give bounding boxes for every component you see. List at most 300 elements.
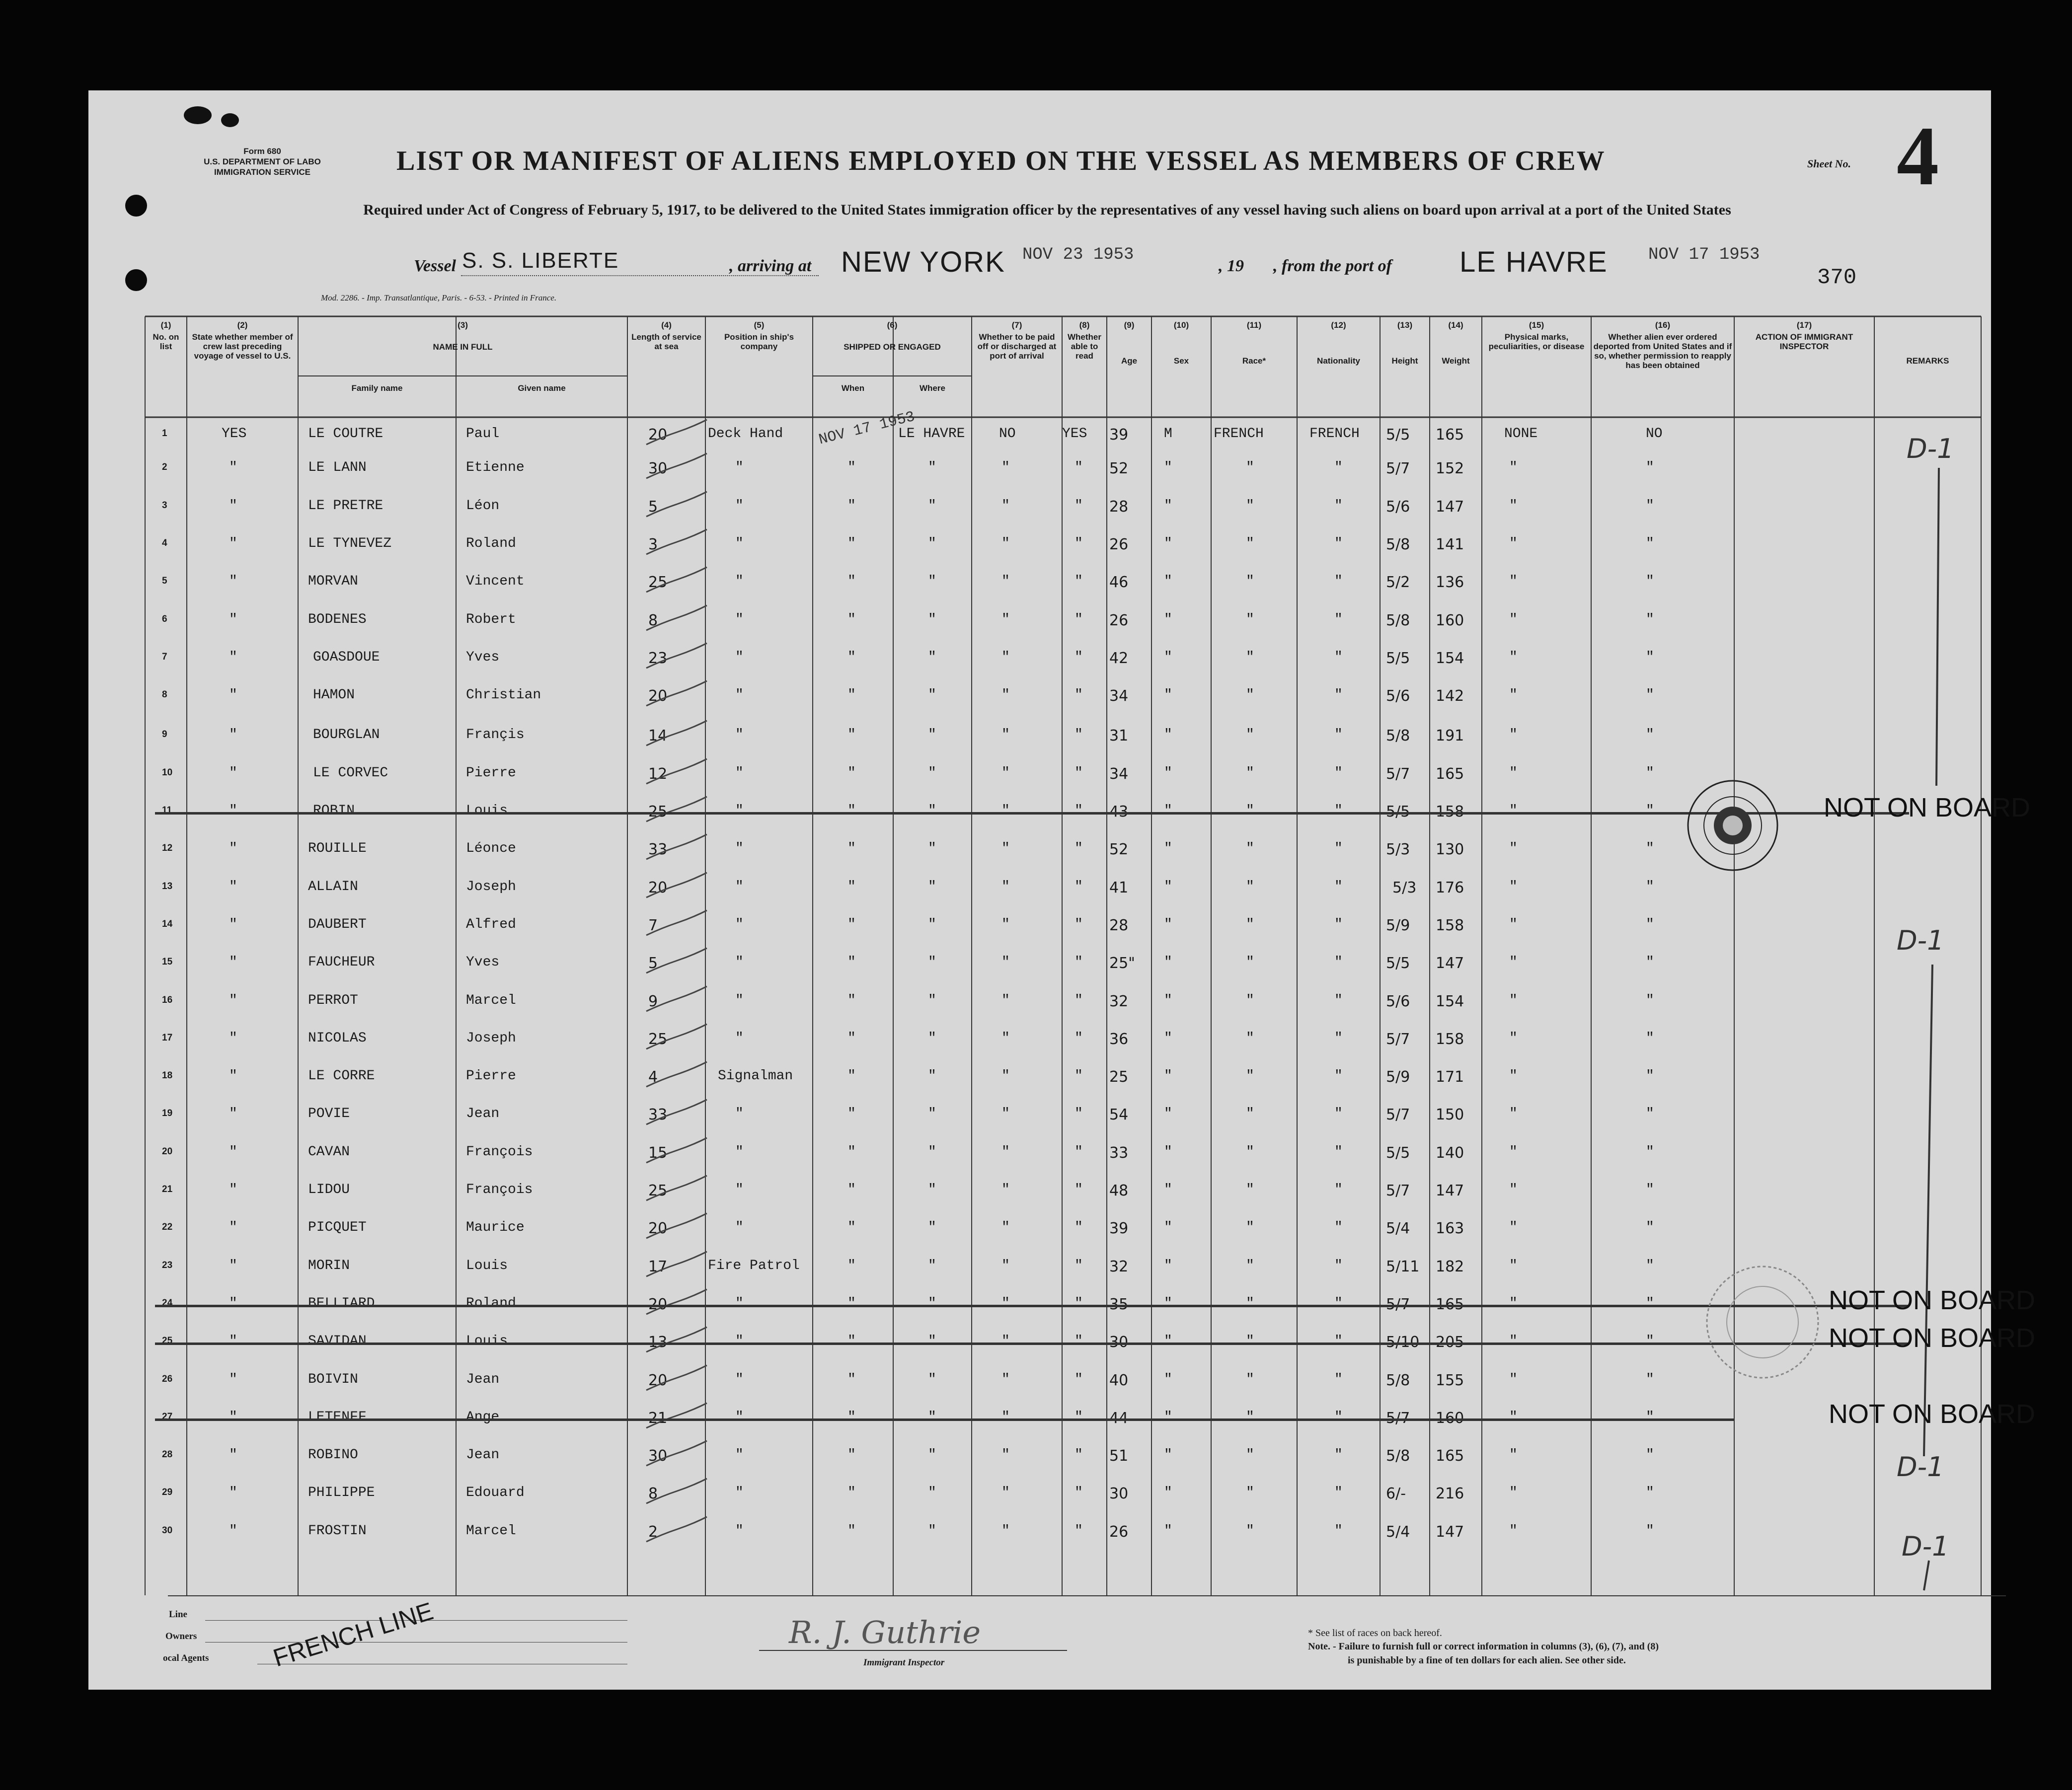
member-value: " (229, 498, 237, 514)
signature-line (759, 1650, 1067, 1651)
nationality-value: " (1334, 1523, 1343, 1539)
weight-value: 205 (1436, 1334, 1464, 1351)
race-value: " (1246, 649, 1254, 665)
shipped-where-ditto: " (928, 687, 936, 703)
family-name: MORIN (308, 1258, 350, 1273)
column-number-c8: (8) (1079, 320, 1090, 330)
read-value: " (1074, 1334, 1083, 1349)
member-value: " (229, 649, 237, 665)
column-number-c9: (9) (1124, 320, 1135, 330)
height-value: 5/8 (1386, 1371, 1410, 1389)
position-ditto: " (735, 1182, 744, 1197)
race-value: " (1246, 727, 1254, 743)
weight-value: 147 (1436, 1182, 1464, 1199)
row-number: 21 (162, 1184, 173, 1194)
sex-value: " (1164, 1220, 1172, 1236)
footnote-penalty: Note. - Failure to furnish full or correct information in columns (3), (6), (7), and (8) (1308, 1641, 1659, 1652)
check-mark-icon (642, 1173, 712, 1210)
physical-marks-value: " (1509, 1447, 1518, 1463)
member-value: " (229, 535, 237, 551)
deported-value: " (1646, 460, 1654, 476)
shipped-when-ditto: " (847, 460, 856, 476)
race-value: " (1246, 1409, 1254, 1425)
sex-value: " (1164, 955, 1172, 970)
row-number: 3 (162, 500, 167, 511)
shipped-when-ditto: " (847, 1334, 856, 1349)
column-number-c5: (5) (754, 320, 765, 330)
deported-value: " (1646, 498, 1654, 514)
deported-value: " (1646, 1523, 1654, 1539)
service-length: 25 (648, 803, 668, 820)
paid-off-value: " (1001, 1409, 1010, 1425)
check-mark-icon (642, 984, 712, 1021)
column-header-c11: Race* (1242, 356, 1266, 366)
shipped-when-ditto: " (847, 1106, 856, 1122)
read-value: YES (1062, 426, 1087, 442)
shipped-when-ditto: " (847, 611, 856, 627)
given-name: Pierre (466, 1068, 516, 1084)
check-mark-icon (642, 489, 712, 526)
height-value: 6/- (1386, 1485, 1406, 1503)
height-value: 5/6 (1386, 992, 1410, 1010)
deported-value: " (1646, 1371, 1654, 1387)
service-length: 25 (648, 1182, 668, 1199)
strike-line (155, 1342, 1909, 1345)
age-value: 41 (1109, 879, 1129, 896)
given-name: Yves (466, 649, 500, 665)
nationality-value: " (1334, 727, 1343, 743)
physical-marks-value: " (1509, 1334, 1518, 1349)
paid-off-value: " (1001, 649, 1010, 665)
weight-value: 154 (1436, 649, 1464, 667)
paid-off-value: " (1001, 1220, 1010, 1236)
paid-off-value: NO (999, 426, 1016, 442)
remark-d1-mark: D-1 (1897, 1451, 1944, 1483)
weight-value: 182 (1436, 1258, 1464, 1275)
member-value: " (229, 1371, 237, 1387)
weight-value: 155 (1436, 1371, 1464, 1389)
shipped-where-ditto: " (928, 1409, 936, 1425)
family-name: CAVAN (308, 1144, 350, 1160)
physical-marks-value: " (1509, 1220, 1518, 1236)
service-length: 33 (648, 1106, 668, 1124)
deported-value: " (1646, 1144, 1654, 1160)
service-length: 13 (648, 1334, 668, 1351)
column-header-given: Given name (518, 383, 566, 393)
position-ditto: " (735, 535, 744, 551)
family-name: LIDOU (308, 1182, 350, 1197)
column-number-c4: (4) (661, 320, 672, 330)
race-value: " (1246, 498, 1254, 514)
family-name: FROSTIN (308, 1523, 367, 1539)
family-name: PICQUET (308, 1220, 367, 1236)
age-value: 32 (1109, 992, 1129, 1010)
age-value: 32 (1109, 1258, 1129, 1275)
shipped-when-ditto: " (847, 1485, 856, 1501)
read-value: " (1074, 1485, 1083, 1501)
age-value: 26 (1109, 1523, 1129, 1541)
height-value: 5/6 (1386, 687, 1410, 705)
row-number: 11 (162, 805, 172, 816)
column-header-c4: Length of service at sea (631, 332, 701, 351)
service-length: 25 (648, 574, 668, 592)
given-name: Christian (466, 687, 541, 703)
given-name: Léonce (466, 841, 516, 857)
page-title: LIST OR MANIFEST OF ALIENS EMPLOYED ON THE VESSEL AS MEMBERS OF CREW (396, 146, 1606, 176)
shipped-when-ditto: " (847, 727, 856, 743)
nationality-value: " (1334, 1295, 1343, 1311)
nationality-value: " (1334, 803, 1343, 819)
family-name: POVIE (308, 1106, 350, 1122)
given-name: Yves (466, 955, 500, 970)
family-name: ROBIN (313, 803, 355, 819)
nationality-value: " (1334, 1371, 1343, 1387)
shipped-when-ditto: " (847, 498, 856, 514)
service-length: 20 (648, 1295, 668, 1313)
form-line-2: U.S. DEPARTMENT OF LABO (204, 157, 321, 166)
family-name: HAMON (313, 687, 355, 703)
sex-value: " (1164, 1334, 1172, 1349)
position-ditto: " (735, 841, 744, 857)
deported-value: " (1646, 1258, 1654, 1273)
check-mark-icon (642, 756, 712, 794)
nationality-value: " (1334, 1220, 1343, 1236)
read-value: " (1074, 955, 1083, 970)
member-value: " (229, 1106, 237, 1122)
deported-value: " (1646, 1068, 1654, 1084)
read-value: " (1074, 1030, 1083, 1046)
service-length: 5 (648, 955, 658, 972)
check-mark-icon (642, 1363, 712, 1400)
physical-marks-value: " (1509, 460, 1518, 476)
paid-off-value: " (1001, 1447, 1010, 1463)
paid-off-value: " (1001, 1523, 1010, 1539)
sex-value: " (1164, 1371, 1172, 1387)
arriving-port: NEW YORK (841, 246, 1005, 278)
weight-value: 158 (1436, 803, 1464, 820)
deported-value: " (1646, 1334, 1654, 1349)
service-length: 20 (648, 1220, 668, 1238)
position-ditto: " (735, 460, 744, 476)
shipped-where-ditto: " (928, 1334, 936, 1349)
column-header-when: When (841, 383, 865, 393)
shipped-when-ditto: " (847, 1220, 856, 1236)
height-value: 5/3 (1392, 879, 1417, 896)
race-value: " (1246, 1030, 1254, 1046)
height-value: 5/10 (1386, 1334, 1420, 1351)
shipped-where-ditto: " (928, 955, 936, 970)
paid-off-value: " (1001, 1144, 1010, 1160)
race-value: " (1246, 916, 1254, 932)
height-value: 5/8 (1386, 611, 1410, 629)
nationality-value: " (1334, 1106, 1343, 1122)
given-name: Louis (466, 1258, 508, 1273)
age-value: 52 (1109, 841, 1129, 859)
deported-value: " (1646, 841, 1654, 857)
sex-value: " (1164, 765, 1172, 781)
paid-off-value: " (1001, 1485, 1010, 1501)
row-number: 14 (162, 918, 173, 929)
inspector-signature: R. J. Guthrie (789, 1614, 981, 1650)
family-name: LE CORRE (308, 1068, 375, 1084)
member-value: " (229, 916, 237, 932)
paid-off-value: " (1001, 535, 1010, 551)
member-value: " (229, 803, 237, 819)
column-header-c15: Physical marks, peculiarities, or disease (1488, 332, 1585, 351)
paid-off-value: " (1001, 1295, 1010, 1311)
height-value: 5/5 (1386, 426, 1410, 444)
shipped-where-ditto: " (928, 727, 936, 743)
footer-agents-label: ocal Agents (163, 1653, 209, 1663)
deported-value: " (1646, 727, 1654, 743)
row-number: 12 (162, 843, 173, 854)
row-number: 19 (162, 1108, 173, 1119)
nationality-value: " (1334, 574, 1343, 590)
family-name: BELLIARD (308, 1295, 375, 1311)
given-name: Louis (466, 803, 508, 819)
physical-marks-value: " (1509, 1106, 1518, 1122)
column-header-c8: Whether able to read (1068, 332, 1101, 361)
check-mark-icon (642, 946, 712, 983)
service-length: 5 (648, 498, 658, 516)
column-header-c12: Nationality (1317, 356, 1360, 366)
read-value: " (1074, 535, 1083, 551)
column-header-c6: SHIPPED OR ENGAGED (844, 342, 941, 352)
weight-value: 147 (1436, 955, 1464, 972)
shipped-when-ditto: " (847, 765, 856, 781)
weight-value: 176 (1436, 879, 1464, 896)
age-value: 44 (1109, 1409, 1129, 1427)
sex-value: " (1164, 1030, 1172, 1046)
weight-value: 141 (1436, 535, 1464, 553)
member-value: " (229, 1030, 237, 1046)
paid-off-value: " (1001, 1371, 1010, 1387)
physical-marks-value: " (1509, 1409, 1518, 1425)
paid-off-value: " (1001, 574, 1010, 590)
height-value: 5/7 (1386, 1409, 1410, 1427)
member-value: " (229, 992, 237, 1008)
family-name: ALLAIN (308, 879, 358, 895)
shipped-where-ditto: " (928, 1182, 936, 1197)
sex-value: " (1164, 574, 1172, 590)
deported-value: " (1646, 992, 1654, 1008)
nationality-value: " (1334, 916, 1343, 932)
read-value: " (1074, 687, 1083, 703)
family-name: BOURGLAN (313, 727, 380, 743)
service-length: 9 (648, 992, 658, 1010)
shipped-where-ditto: " (928, 992, 936, 1008)
nationality-value: " (1334, 879, 1343, 895)
read-value: " (1074, 574, 1083, 590)
weight-value: 152 (1436, 460, 1464, 478)
age-value: 28 (1109, 498, 1129, 516)
shipped-when-ditto: " (847, 1258, 856, 1273)
family-name: PHILIPPE (308, 1485, 375, 1501)
row-number: 8 (162, 689, 167, 700)
row-number: 22 (162, 1222, 173, 1233)
position-ditto: " (735, 765, 744, 781)
read-value: " (1074, 649, 1083, 665)
sex-value: " (1164, 1182, 1172, 1197)
sex-value: " (1164, 803, 1172, 819)
physical-marks-value: " (1509, 498, 1518, 514)
check-mark-icon (642, 527, 712, 564)
deported-value: " (1646, 1106, 1654, 1122)
member-value: " (229, 1144, 237, 1160)
member-value: " (229, 574, 237, 590)
consulate-seal-icon-faded (1703, 1248, 1822, 1397)
position-value: Fire Patrol (708, 1258, 800, 1273)
nationality-value: " (1334, 498, 1343, 514)
height-value: 5/8 (1386, 535, 1410, 553)
member-value: " (229, 1447, 237, 1463)
column-number-c17: (17) (1796, 320, 1812, 330)
sex-value: " (1164, 1258, 1172, 1273)
race-value: " (1246, 1295, 1254, 1311)
deported-value: " (1646, 1220, 1654, 1236)
read-value: " (1074, 1523, 1083, 1539)
footnote-races: * See list of races on back hereof. (1308, 1628, 1442, 1639)
family-name: BODENES (308, 611, 367, 627)
height-value: 5/5 (1386, 803, 1410, 820)
height-value: 5/9 (1386, 916, 1410, 934)
deported-value: " (1646, 1182, 1654, 1197)
height-value: 5/8 (1386, 1447, 1410, 1465)
position-value: Deck Hand (708, 426, 783, 442)
column-header-family: Family name (351, 383, 403, 393)
physical-marks-value: " (1509, 765, 1518, 781)
service-length: 4 (648, 1068, 658, 1086)
sex-value: " (1164, 916, 1172, 932)
physical-marks-value: " (1509, 992, 1518, 1008)
french-line-stamp: FRENCH LINE (270, 1597, 437, 1672)
physical-marks-value: " (1509, 574, 1518, 590)
not-on-board-stamp: NOT ON BOARD (1829, 1323, 2036, 1353)
row-number: 28 (162, 1449, 173, 1460)
member-value: " (229, 460, 237, 476)
sex-value: " (1164, 460, 1172, 476)
deported-value: " (1646, 1485, 1654, 1501)
physical-marks-value: " (1509, 1523, 1518, 1539)
race-value: " (1246, 1144, 1254, 1160)
given-name: Alfred (466, 916, 516, 932)
service-length: 30 (648, 1447, 668, 1465)
given-name: Roland (466, 535, 516, 551)
given-name: Roland (466, 1295, 516, 1311)
shipped-where-ditto: " (928, 1106, 936, 1122)
deported-value: " (1646, 535, 1654, 551)
not-on-board-stamp: NOT ON BOARD (1829, 1285, 2036, 1315)
height-value: 5/2 (1386, 574, 1410, 592)
shipped-where-ditto: " (928, 1371, 936, 1387)
weight-value: 147 (1436, 498, 1464, 516)
shipped-when-ditto: " (847, 916, 856, 932)
age-value: 34 (1109, 687, 1129, 705)
age-value: 25" (1109, 955, 1135, 972)
deported-value: " (1646, 916, 1654, 932)
check-mark-icon (642, 603, 712, 640)
position-ditto: " (735, 1334, 744, 1349)
service-length: 2 (648, 1523, 658, 1541)
row-number: 20 (162, 1146, 173, 1157)
race-value: " (1246, 1334, 1254, 1349)
given-name: Marcel (466, 1523, 516, 1539)
race-value: " (1246, 1068, 1254, 1084)
physical-marks-value: NONE (1504, 426, 1538, 442)
service-length: 30 (648, 460, 668, 478)
column-header-c9: Age (1121, 356, 1138, 366)
weight-value: 154 (1436, 992, 1464, 1010)
service-length: 7 (648, 916, 658, 934)
read-value: " (1074, 1371, 1083, 1387)
deported-value: " (1646, 1030, 1654, 1046)
paid-off-value: " (1001, 879, 1010, 895)
height-value: 5/4 (1386, 1220, 1410, 1238)
age-value: 34 (1109, 765, 1129, 783)
position-ditto: " (735, 1220, 744, 1236)
check-mark-icon (642, 678, 712, 716)
member-value: " (229, 841, 237, 857)
age-value: 51 (1109, 1447, 1129, 1465)
column-number-c2: (2) (237, 320, 248, 330)
member-value: " (229, 879, 237, 895)
age-value: 42 (1109, 649, 1129, 667)
given-name: Pierre (466, 765, 516, 781)
position-ditto: " (735, 1371, 744, 1387)
height-value: 5/7 (1386, 460, 1410, 478)
age-value: 52 (1109, 460, 1129, 478)
read-value: " (1074, 1182, 1083, 1197)
service-length: 12 (648, 765, 668, 783)
column-number-c7: (7) (1011, 320, 1022, 330)
strike-line (155, 1305, 1909, 1307)
deported-value: " (1646, 803, 1654, 819)
nationality-value: " (1334, 687, 1343, 703)
age-value: 28 (1109, 916, 1129, 934)
service-length: 8 (648, 611, 658, 629)
row-number: 30 (162, 1525, 173, 1536)
age-value: 33 (1109, 1144, 1129, 1162)
given-name: Jean (466, 1371, 500, 1387)
nationality-value: " (1334, 1334, 1343, 1349)
remark-d1-mark: D-1 (1897, 925, 1944, 956)
paid-off-value: " (1001, 611, 1010, 627)
shipped-where-ditto: " (928, 1220, 936, 1236)
shipped-when-ditto: " (847, 649, 856, 665)
deported-value: " (1646, 649, 1654, 665)
family-name: FAUCHEUR (308, 955, 375, 970)
position-ditto: " (735, 1523, 744, 1539)
column-header-c3: NAME IN FULL (433, 342, 493, 352)
position-ditto: " (735, 574, 744, 590)
sheet-label: Sheet No. (1807, 157, 1851, 170)
deported-value: " (1646, 574, 1654, 590)
race-value: " (1246, 1106, 1254, 1122)
read-value: " (1074, 916, 1083, 932)
column-header-c7: Whether to be paid off or discharged at port of arrival (977, 332, 1057, 361)
column-number-c15: (15) (1529, 320, 1544, 330)
sex-value: " (1164, 879, 1172, 895)
race-value: " (1246, 1447, 1254, 1463)
departure-date-stamp: NOV 17 1953 (1648, 245, 1760, 264)
given-name: Jean (466, 1447, 500, 1463)
age-value: 31 (1109, 727, 1129, 745)
physical-marks-value: " (1509, 1295, 1518, 1311)
check-mark-icon (642, 870, 712, 907)
physical-marks-value: " (1509, 1144, 1518, 1160)
member-value: " (229, 1068, 237, 1084)
member-value: " (229, 955, 237, 970)
